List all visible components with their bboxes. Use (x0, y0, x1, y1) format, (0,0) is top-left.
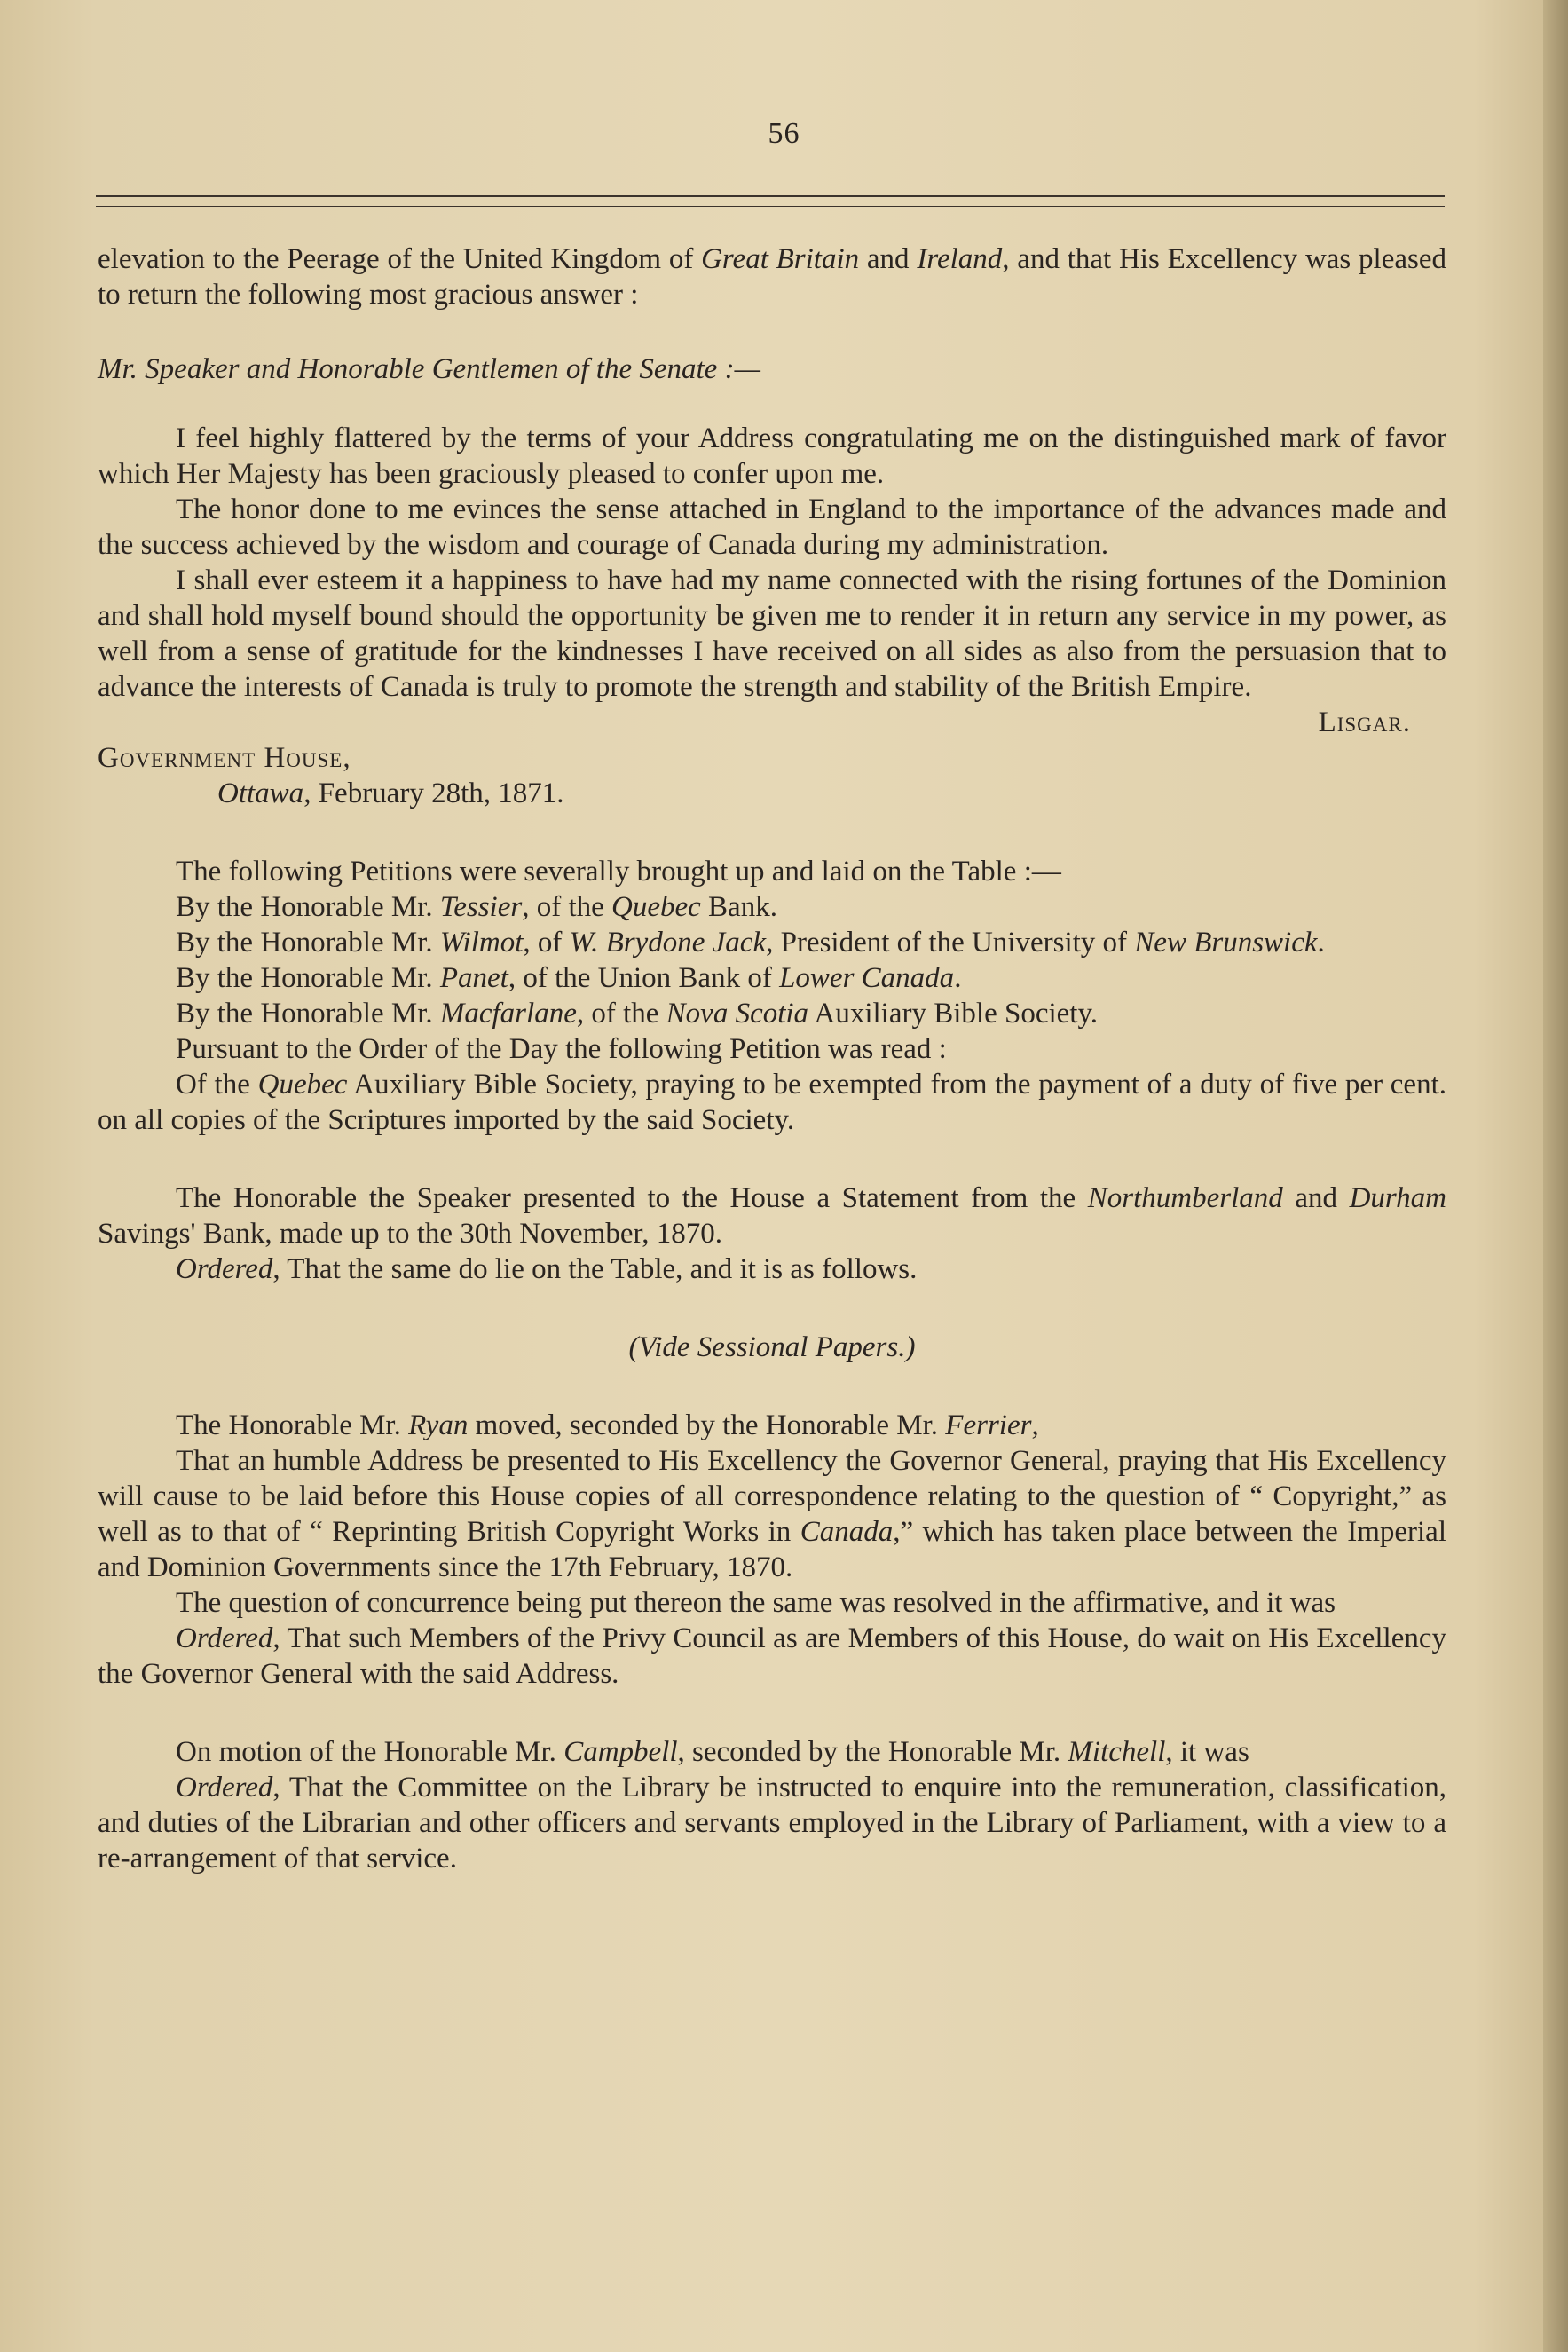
header-rule (96, 195, 1445, 197)
petitions-intro: The following Petitions were severally brought up and laid on the Table :— (176, 856, 1061, 888)
reply-paragraph-1: I feel highly flattered by the terms of your Address congratulating me on the distinguished mark of favor which Her Majesty has been graciously pleased to confer upon me. (98, 422, 1446, 490)
library-motion: On motion of the Honorable Mr. Campbell, seconded by the Honorable Mr. Mitchell, it was (176, 1736, 1249, 1768)
date-line: Ottawa, February 28th, 1871. (217, 777, 564, 809)
address-paragraph: That an humble Address be presented to His Excellency the Governor General, praying that His Excellency will cause to be laid before this House copies of all correspondence relating to the question of “ Copyright,” as well as to that of “ Reprinting British Copyright Works in Canada,” which has taken place between the Imperial and Dominion Governments since the 17th February, 1870. (98, 1445, 1447, 1583)
page-number: 56 (768, 117, 800, 150)
header-rule-thin (96, 206, 1445, 207)
place-line: Government House, (98, 742, 351, 774)
page-edge (1543, 0, 1568, 2352)
page-body (98, 241, 1446, 1876)
petition-item: By the Honorable Mr. Macfarlane, of the Nova Scotia Auxiliary Bible Society. (176, 998, 1099, 1030)
order-of-day: Pursuant to the Order of the Day the following Petition was read : (176, 1033, 947, 1065)
petition-item: By the Honorable Mr. Tessier, of the Quebec Bank. (176, 891, 777, 923)
reply-paragraph-3: I shall ever esteem it a happiness to have had my name connected with the rising fortunes of the Dominion and shall hold myself bound should the opportunity be given me to render it in return any service in my power, as well from a sense of gratitude for the kindnesses I have received on all sides as also from the persuasion that to advance the interests of Canada is truly to promote the strength and stability of the British Empire. (98, 564, 1446, 703)
vide-sessional-papers: (Vide Sessional Papers.) (628, 1331, 916, 1363)
motion-order: Ordered, That such Members of the Privy Council as are Members of this House, do wait on His Excellency the Governor General with the said Address. (98, 1622, 1446, 1690)
concurrence-paragraph: The question of concurrence being put thereon the same was resolved in the affirmative, and it was (176, 1587, 1336, 1619)
petition-item: By the Honorable Mr. Wilmot, of W. Brydone Jack, President of the University of New Brunswick. (176, 927, 1325, 959)
opening-paragraph: elevation to the Peerage of the United Kingdom of Great Britain and Ireland, and that His Excellency was pleased to return the following most gracious answer : (98, 243, 1446, 311)
statement-order: Ordered, That the same do lie on the Table, and it is as follows. (176, 1253, 918, 1285)
signature: Lisgar. (1318, 706, 1411, 738)
reply-paragraph-2: The honor done to me evinces the sense attached in England to the importance of the advances made and the success achieved by the wisdom and courage of Canada during my administration. (98, 493, 1446, 561)
petition-read: Of the Quebec Auxiliary Bible Society, praying to be exempted from the payment of a duty of five per cent. on all copies of the Scriptures imported by the said Society. (98, 1069, 1446, 1136)
statement-paragraph: The Honorable the Speaker presented to the House a Statement from the Northumberland and Durham Savings' Bank, made up to the 30th November, 1870. (98, 1182, 1446, 1250)
petition-item: By the Honorable Mr. Panet, of the Union Bank of Lower Canada. (176, 962, 962, 994)
library-order: Ordered, That the Committee on the Library be instructed to enquire into the remuneration, classification, and duties of the Librarian and other officers and servants employed in the Library of Parliament, with a view to a re-arrangement of that service. (98, 1772, 1446, 1874)
motion-paragraph: The Honorable Mr. Ryan moved, seconded by the Honorable Mr. Ferrier, (176, 1409, 1039, 1441)
reply-salutation: Mr. Speaker and Honorable Gentlemen of the Senate :— (98, 353, 760, 385)
